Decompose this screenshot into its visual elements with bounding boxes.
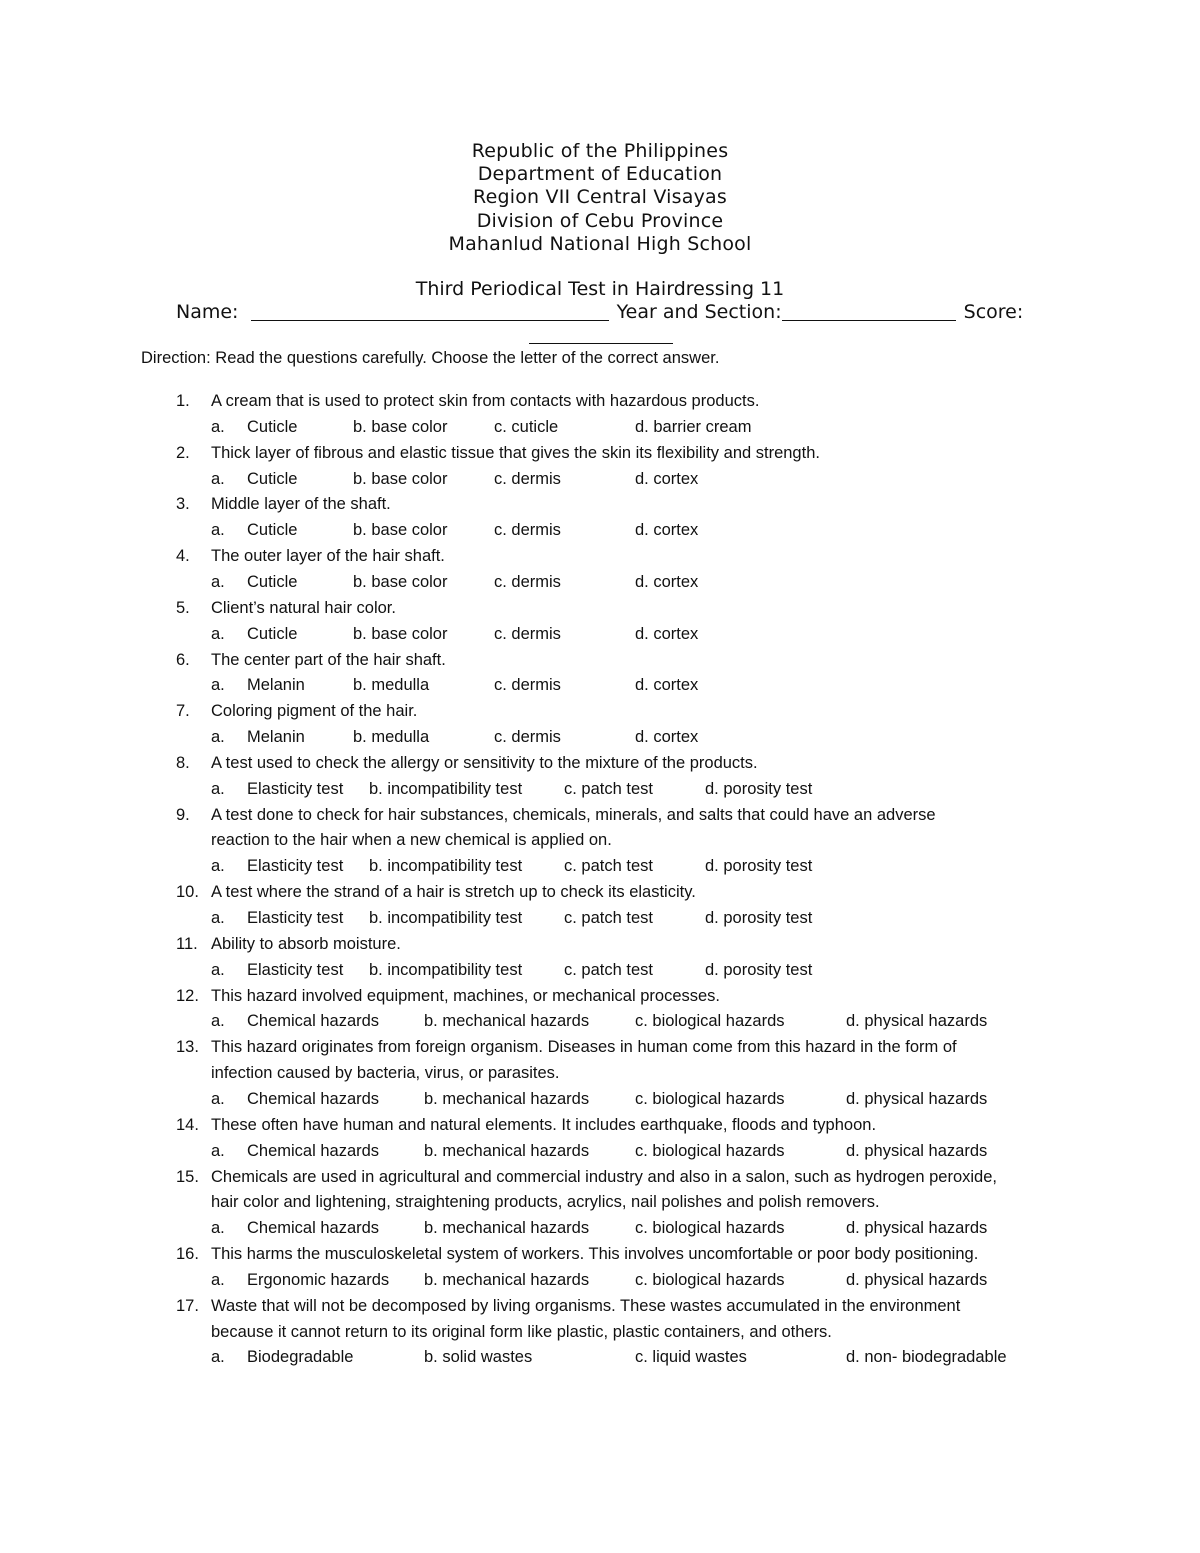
option-letter: a. [211, 1219, 225, 1238]
question-text: Chemicals are used in agricultural and commercial industry and also in a salon, such as hydrogen peroxide, [211, 1167, 997, 1186]
header-division: Division of Cebu Province [476, 209, 724, 232]
school-header [0, 140, 1200, 256]
option-letter: a. [211, 676, 225, 695]
score-field[interactable] [529, 343, 673, 344]
answer-option[interactable]: c. dermis [494, 624, 561, 643]
option-letter: a. [211, 1270, 225, 1289]
answer-option[interactable]: c. dermis [494, 521, 561, 540]
question-text: infection caused by bacteria, virus, or parasites. [211, 1064, 560, 1083]
question-number: 13. [176, 1038, 199, 1057]
test-title: Third Periodical Test in Hairdressing 11 [415, 278, 785, 300]
question-text: This hazard originates from foreign organism. Diseases in human come from this hazard in the form of [211, 1038, 957, 1057]
answer-option[interactable]: b. mechanical hazards [424, 1270, 590, 1289]
answer-option[interactable]: b. incompatibility test [369, 960, 523, 979]
question-number: 4. [176, 547, 190, 566]
option-letter: a. [211, 960, 225, 979]
question-text: The outer layer of the hair shaft. [211, 547, 445, 566]
name-label: Name: [176, 301, 239, 323]
answer-option[interactable]: d. cortex [635, 469, 699, 488]
answer-option[interactable]: c. patch test [564, 779, 653, 798]
answer-option[interactable]: Elasticity test [247, 909, 344, 927]
direction-text: Direction: Read the questions carefully. Choose the letter of the correct answer. [141, 349, 720, 367]
answer-option[interactable]: c. biological hazards [635, 1089, 785, 1108]
answer-option[interactable]: d. physical hazards [846, 1089, 988, 1108]
question-number: 5. [176, 598, 190, 617]
answer-option[interactable]: Cuticle [247, 624, 298, 643]
question-text: Ability to absorb moisture. [211, 934, 401, 953]
question-number: 2. [176, 443, 190, 462]
question-text: Waste that will not be decomposed by living organisms. These wastes accumulated in the environment [211, 1296, 961, 1315]
question-text: reaction to the hair when a new chemical is applied on. [211, 831, 612, 850]
answer-option[interactable]: Elasticity test [247, 960, 344, 979]
answer-option[interactable]: c. patch test [564, 960, 653, 979]
option-letter: a. [211, 417, 225, 436]
name-field[interactable] [251, 302, 609, 321]
answer-option[interactable]: b. medulla [353, 728, 430, 747]
question-number: 1. [176, 392, 190, 410]
option-letter: a. [211, 469, 225, 488]
answer-option[interactable]: Cuticle [247, 572, 298, 591]
year-section-label: Year and Section: [616, 301, 782, 323]
answer-option[interactable]: Cuticle [247, 521, 298, 540]
answer-option[interactable]: Cuticle [247, 417, 298, 436]
question-text: Client’s natural hair color. [211, 598, 396, 617]
answer-option[interactable]: b. base color [353, 469, 448, 488]
answer-option[interactable]: b. solid wastes [424, 1348, 533, 1367]
answer-option[interactable]: d. cortex [635, 676, 699, 695]
answer-option[interactable]: c. liquid wastes [635, 1348, 747, 1367]
option-letter: a. [211, 857, 225, 876]
question-text: A test done to check for hair substances, chemicals, minerals, and salts that could have an adverse [211, 805, 936, 824]
answer-option[interactable]: d. physical hazards [846, 1270, 988, 1289]
header-region: Region VII Central Visayas [473, 186, 727, 209]
option-letter: a. [211, 779, 225, 798]
header-department: Department of Education [477, 163, 723, 186]
answer-option[interactable]: b. medulla [353, 676, 430, 695]
answer-option[interactable]: b. mechanical hazards [424, 1219, 590, 1238]
answer-option[interactable]: Chemical hazards [247, 1012, 380, 1031]
question-text: Coloring pigment of the hair. [211, 702, 418, 721]
answer-option[interactable]: Melanin [247, 676, 305, 695]
answer-option[interactable]: Biodegradable [247, 1348, 354, 1367]
question-text: hair color and lightening, straightening products, acrylics, nail polishes and polish removers. [211, 1193, 880, 1212]
question-number: 16. [176, 1245, 199, 1264]
option-letter: a. [211, 1348, 225, 1367]
question-number: 8. [176, 753, 190, 772]
question-number: 12. [176, 986, 199, 1005]
question-number: 7. [176, 702, 190, 721]
option-letter: a. [211, 1012, 225, 1031]
answer-option[interactable]: Cuticle [247, 469, 298, 488]
answer-option[interactable]: c. dermis [494, 469, 561, 488]
answer-option[interactable]: Melanin [247, 728, 305, 747]
answer-option[interactable]: b. mechanical hazards [424, 1089, 590, 1108]
header-school: Mahanlud National High School [448, 232, 752, 255]
student-info-line [176, 301, 1076, 324]
answer-option[interactable]: b. base color [353, 521, 448, 540]
score-label: Score: [963, 301, 1024, 323]
answer-option[interactable]: Chemical hazards [247, 1089, 380, 1108]
answer-option[interactable]: c. biological hazards [635, 1270, 785, 1289]
answer-option[interactable]: b. incompatibility test [369, 909, 523, 927]
answer-option[interactable]: d. cortex [635, 728, 699, 747]
question-number: 17. [176, 1296, 199, 1315]
year-section-field[interactable] [782, 302, 956, 321]
question-number: 14. [176, 1115, 199, 1134]
question-text: A test used to check the allergy or sensitivity to the mixture of the products. [211, 753, 758, 772]
answer-option[interactable]: b. base color [353, 624, 448, 643]
option-letter: a. [211, 521, 225, 540]
question-text: These often have human and natural elements. It includes earthquake, floods and typhoon. [211, 1115, 877, 1134]
header-republic: Republic of the Philippines [471, 140, 729, 162]
question-text: because it cannot return to its original form like plastic, plastic containers, and others. [211, 1322, 832, 1341]
option-letter: a. [211, 572, 225, 591]
answer-option[interactable]: Chemical hazards [247, 1141, 380, 1160]
answer-option[interactable]: c. dermis [494, 572, 561, 591]
answer-option[interactable]: b. incompatibility test [369, 779, 523, 798]
question-text: A cream that is used to protect skin from contacts with hazardous products. [211, 392, 760, 410]
answer-option[interactable]: Ergonomic hazards [247, 1270, 390, 1289]
answer-option[interactable]: Chemical hazards [247, 1219, 380, 1238]
option-letter: a. [211, 909, 225, 927]
answer-option[interactable]: d. physical hazards [846, 1219, 988, 1238]
answer-option[interactable]: d. physical hazards [846, 1012, 988, 1031]
option-letter: a. [211, 624, 225, 643]
answer-option[interactable]: d. porosity test [705, 960, 813, 979]
answer-option[interactable]: Elasticity test [247, 857, 344, 876]
question-number: 11. [176, 934, 198, 953]
answer-option[interactable]: b. mechanical hazards [424, 1012, 590, 1031]
question-number: 15. [176, 1167, 199, 1186]
option-letter: a. [211, 1141, 225, 1160]
option-letter: a. [211, 1089, 225, 1108]
question-text: Middle layer of the shaft. [211, 495, 391, 514]
question-number: 9. [176, 805, 190, 824]
option-letter: a. [211, 728, 225, 747]
answer-option[interactable]: c. biological hazards [635, 1141, 785, 1160]
answer-option[interactable]: b. incompatibility test [369, 857, 523, 876]
answer-option[interactable]: c. cuticle [494, 417, 559, 436]
question-text: This harms the musculoskeletal system of workers. This involves uncomfortable or poor body positioning. [211, 1245, 979, 1264]
answer-option[interactable]: b. base color [353, 417, 448, 436]
answer-option[interactable]: d. porosity test [705, 857, 813, 876]
answer-option[interactable]: d. barrier cream [635, 417, 752, 436]
question-text: The center part of the hair shaft. [211, 650, 446, 669]
answer-option[interactable]: c. biological hazards [635, 1012, 785, 1031]
answer-option[interactable]: c. patch test [564, 857, 653, 876]
answer-option[interactable]: d. cortex [635, 572, 699, 591]
answer-option[interactable]: c. dermis [494, 676, 561, 695]
answer-option[interactable]: d. cortex [635, 624, 699, 643]
question-text: Thick layer of fibrous and elastic tissue that gives the skin its flexibility and strength. [211, 443, 820, 462]
answer-option[interactable]: d. physical hazards [846, 1141, 988, 1160]
answer-option[interactable]: Elasticity test [247, 779, 344, 798]
question-number: 10. [176, 883, 199, 902]
answer-option[interactable]: d. porosity test [705, 779, 813, 798]
question-number: 3. [176, 495, 190, 514]
answer-option[interactable]: c. dermis [494, 728, 561, 747]
answer-option[interactable]: d. non- biodegradable [846, 1348, 1007, 1367]
question-text: This hazard involved equipment, machines, or mechanical processes. [211, 986, 721, 1005]
answer-option[interactable]: d. cortex [635, 521, 699, 540]
answer-option[interactable]: b. mechanical hazards [424, 1141, 590, 1160]
question-number: 6. [176, 650, 190, 669]
answer-option[interactable]: b. base color [353, 572, 448, 591]
answer-option[interactable]: d. porosity test [705, 909, 813, 927]
answer-option[interactable]: c. patch test [564, 909, 653, 927]
answer-option[interactable]: c. biological hazards [635, 1219, 785, 1238]
question-text: A test where the strand of a hair is stretch up to check its elasticity. [211, 883, 696, 902]
